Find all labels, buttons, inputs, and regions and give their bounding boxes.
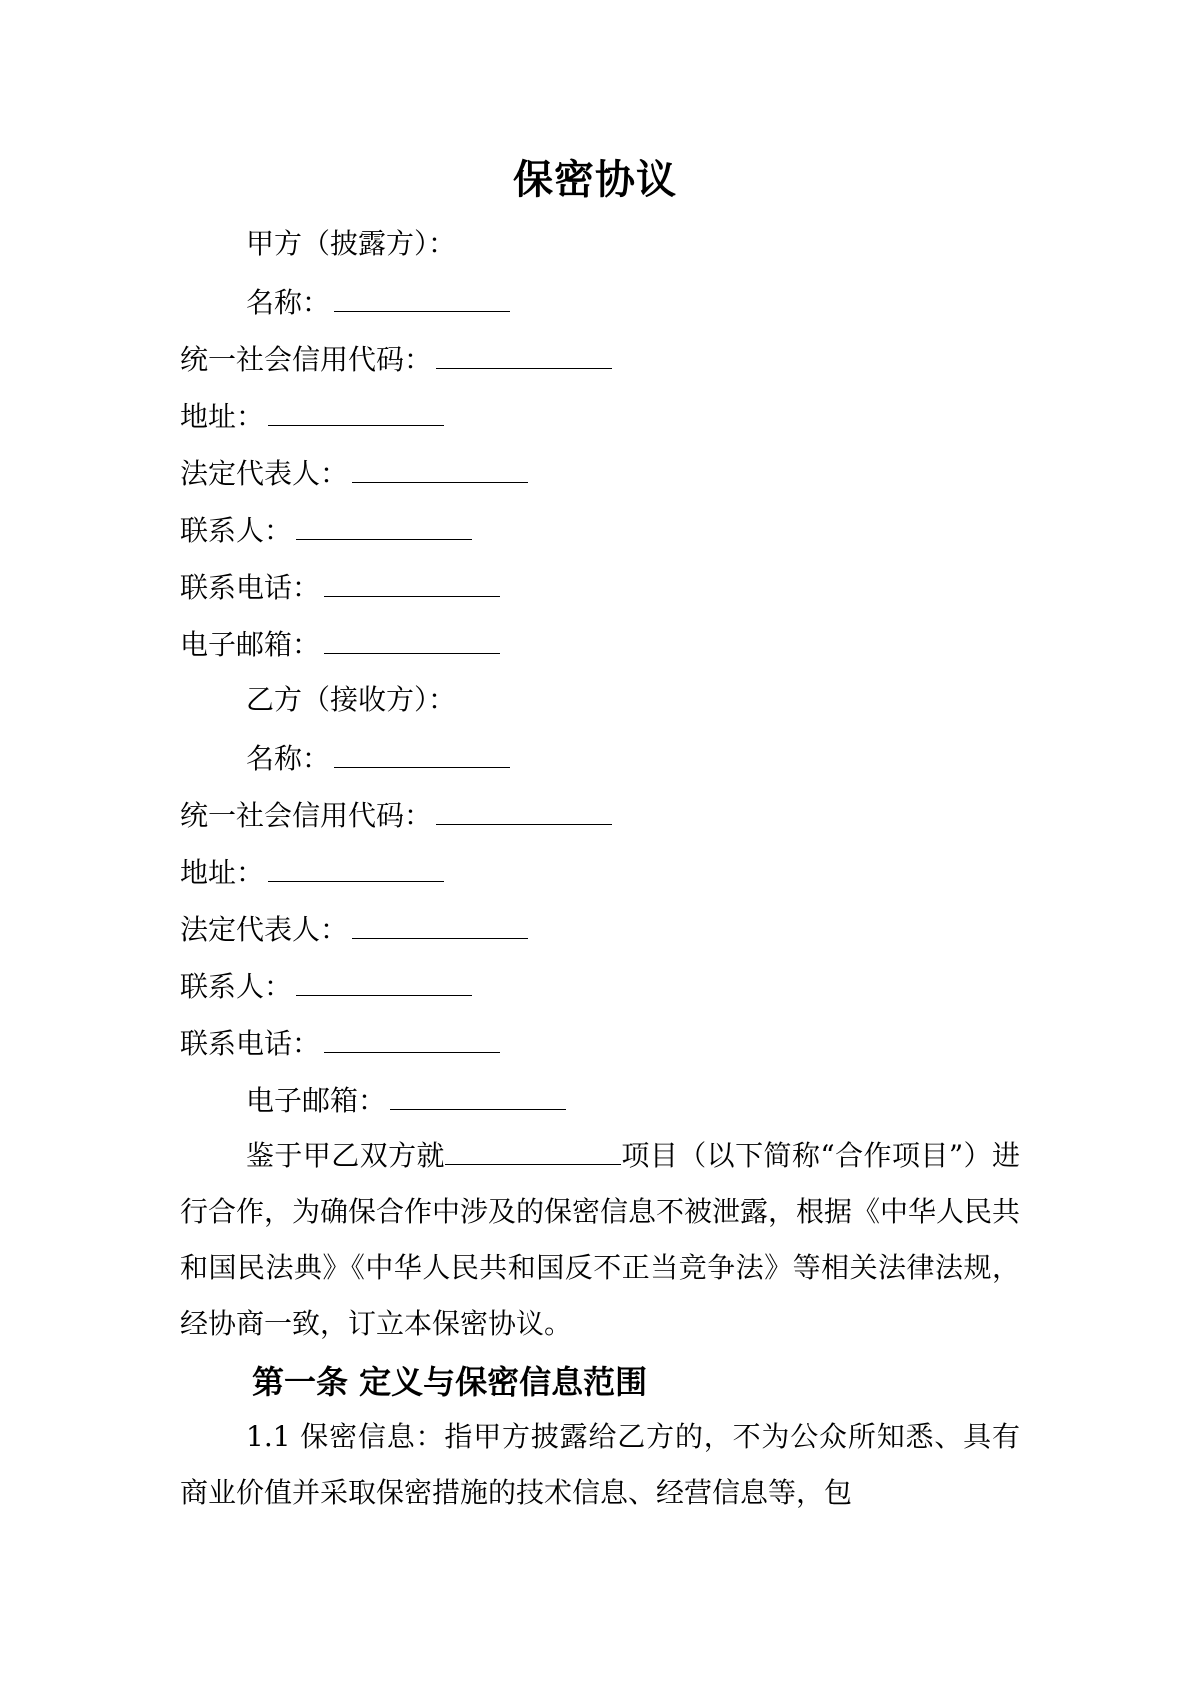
party-a-name-label: 名称： xyxy=(246,286,331,319)
party-b-phone-row xyxy=(180,1022,500,1064)
party-b-name-label: 名称： xyxy=(246,742,331,775)
party-b-name-blank[interactable] xyxy=(334,737,510,768)
party-a-phone-blank[interactable] xyxy=(324,566,500,597)
party-a-email-row xyxy=(180,623,500,665)
party-b-address-label: 地址： xyxy=(180,856,265,889)
party-b-contact-label: 联系人： xyxy=(180,970,293,1003)
party-a-legal-rep-label: 法定代表人： xyxy=(180,457,349,490)
party-b-credit-code-blank[interactable] xyxy=(436,794,612,825)
party-a-address-label: 地址： xyxy=(180,400,265,433)
party-a-name-blank[interactable] xyxy=(334,281,510,312)
party-a-legal-rep-blank[interactable] xyxy=(352,452,528,483)
clause-1-1: 1.1 保密信息：指甲方披露给乙方的，不为公众所知悉、具有商业价值并采取保密措施的技术信息、经营信息等，包 xyxy=(180,1420,1020,1509)
party-b-contact-blank[interactable] xyxy=(296,965,472,996)
party-a-email-label: 电子邮箱： xyxy=(180,628,321,661)
party-b-address-row xyxy=(180,851,444,893)
preamble-before-blank: 鉴于甲乙双方就 xyxy=(246,1139,445,1172)
party-a-name-row xyxy=(246,281,510,323)
party-a-credit-code-blank[interactable] xyxy=(436,338,612,369)
project-name-blank[interactable] xyxy=(445,1134,621,1165)
party-a-email-blank[interactable] xyxy=(324,623,500,654)
party-a-credit-code-label: 统一社会信用代码： xyxy=(180,343,433,376)
party-b-phone-label: 联系电话： xyxy=(180,1027,321,1060)
party-b-legal-rep-row xyxy=(180,908,528,950)
document-title: 保密协议 xyxy=(513,157,677,203)
party-a-header: 甲方（披露方）： xyxy=(246,227,457,260)
article-1-heading: 第一条 定义与保密信息范围 xyxy=(252,1363,648,1401)
party-b-header: 乙方（接收方）： xyxy=(246,683,457,716)
party-a-contact-blank[interactable] xyxy=(296,509,472,540)
party-a-phone-row xyxy=(180,566,500,608)
preamble-paragraph xyxy=(180,1128,1020,1352)
party-b-email-row xyxy=(246,1079,566,1121)
party-a-legal-rep-row xyxy=(180,452,528,494)
party-a-contact-row xyxy=(180,509,472,551)
party-b-legal-rep-blank[interactable] xyxy=(352,908,528,939)
preamble-after-blank: 项目（以下简称“合作项目”）进行合作，为确保合作中涉及的保密信息不被泄露，根据《中华人民共和国民法典》《中华人民共和国反不正当竞争法》等相关法律法规，经协商一致，订立本保密协议。 xyxy=(180,1139,1021,1340)
party-b-name-row xyxy=(246,737,510,779)
party-a-address-blank[interactable] xyxy=(268,395,444,426)
party-b-email-blank[interactable] xyxy=(390,1079,566,1110)
party-a-address-row xyxy=(180,395,444,437)
party-b-credit-code-label: 统一社会信用代码： xyxy=(180,799,433,832)
party-a-credit-code-row xyxy=(180,338,612,380)
party-a-contact-label: 联系人： xyxy=(180,514,293,547)
party-b-phone-blank[interactable] xyxy=(324,1022,500,1053)
party-b-credit-code-row xyxy=(180,794,612,836)
party-b-contact-row xyxy=(180,965,472,1007)
party-a-phone-label: 联系电话： xyxy=(180,571,321,604)
party-b-legal-rep-label: 法定代表人： xyxy=(180,913,349,946)
party-b-email-label: 电子邮箱： xyxy=(246,1084,387,1117)
party-b-address-blank[interactable] xyxy=(268,851,444,882)
